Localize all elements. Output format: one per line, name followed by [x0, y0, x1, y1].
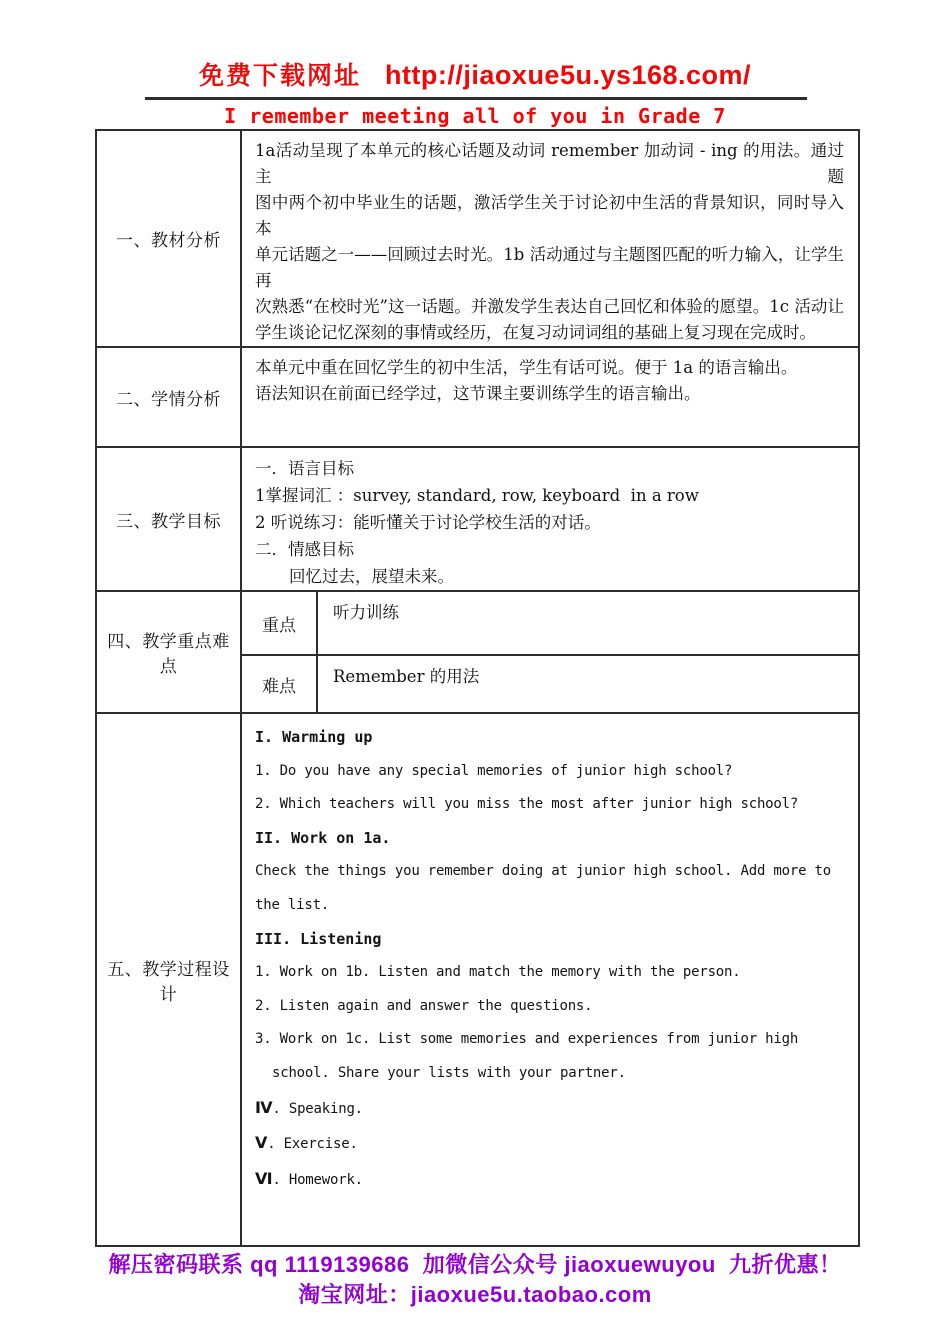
header-divider [145, 97, 807, 100]
text-line [255, 1091, 844, 1127]
material-analysis-content [241, 130, 859, 347]
label-learner-analysis: 二、学情分析 [96, 347, 241, 447]
teaching-goals-content [241, 447, 859, 591]
footer-banner [0, 1250, 950, 1310]
text-line: 图中两个初中毕业生的话题，激活学生关于讨论初中生活的背景知识，同时导入本 [255, 193, 844, 238]
section-heading: III. Listening [255, 929, 382, 948]
text-line: 学生谈论记忆深刻的事情或经历，在复习动词词组的基础上复习现在完成时。 [255, 323, 816, 342]
difficult-point-content: Remember 的用法 [317, 655, 859, 713]
key-point-content: 听力训练 [317, 591, 859, 655]
label-material-analysis: 一、教材分析 [96, 130, 241, 347]
row-learner-analysis [96, 347, 859, 447]
teaching-process-content [241, 713, 859, 1246]
footer-contact-info: 解压密码联系 qq 1119139686 加微信公众号 jiaoxuewuyou 九折优惠！ [108, 1252, 842, 1277]
text-line: 次熟悉“在校时光”这一话题。并激发学生表达自己回忆和体验的愿望。1c 活动让 [255, 297, 844, 316]
text-line: . Exercise. [267, 1136, 358, 1153]
text-line: . Speaking. [272, 1100, 363, 1117]
text-line: 2 听说练习：能听懂关于讨论学校生活的对话。 [255, 513, 601, 532]
label-key-point: 重点 [241, 591, 317, 655]
text-line: 1掌握词汇 ：survey, standard, row, keyboard in a row [255, 486, 699, 505]
text-line: 2. Listen again and answer the questions. [255, 997, 593, 1014]
label-teaching-process: 五、教学过程设计 [96, 713, 241, 1246]
text-line: 回忆过去，展望未来。 [289, 567, 454, 586]
download-label: 免费下载网址 [198, 62, 361, 90]
learner-analysis-content [241, 347, 859, 447]
text-line: the list. [255, 896, 330, 913]
text-line [255, 1162, 844, 1198]
row-material-analysis [96, 130, 859, 347]
section-heading: I. Warming up [255, 728, 373, 746]
download-banner [0, 0, 950, 92]
lesson-plan-table [95, 129, 860, 1247]
text-line: 1. Do you have any special memories of junior high school? [255, 762, 733, 779]
text-line: 1. Work on 1b. Listen and match the memory with the person. [255, 964, 741, 981]
text-line [255, 1126, 844, 1162]
row-key-point [96, 591, 859, 655]
section-heading: II. Work on 1a. [255, 828, 391, 847]
text-line: 3. Work on 1c. List some memories and experiences from junior high [255, 1031, 799, 1048]
row-teaching-goals [96, 447, 859, 591]
roman-numeral: Ⅵ [255, 1168, 273, 1188]
label-difficult-point: 难点 [241, 655, 317, 713]
text-line: 一．语言目标 [255, 459, 354, 478]
text-line: 2. Which teachers will you miss the most after junior high school? [255, 796, 799, 813]
text-line: school. Share your lists with your partner. [272, 1064, 626, 1081]
footer-taobao-link[interactable]: 淘宝网址：jiaoxue5u.taobao.com [298, 1282, 652, 1307]
roman-numeral: Ⅴ [255, 1133, 268, 1153]
download-url-link[interactable]: http://jiaoxue5u.ys168.com/ [384, 60, 752, 90]
lesson-title: I remember meeting all of you in Grade 7 [224, 104, 726, 128]
text-line: 1a活动呈现了本单元的核心话题及动词 remember 加动词 - ing 的用法。通过主题 [255, 141, 844, 186]
roman-numeral: Ⅳ [255, 1097, 273, 1117]
label-teaching-goals: 三、教学目标 [96, 447, 241, 591]
text-line: 语法知识在前面已经学过，这节课主要训练学生的语言输出。 [255, 384, 701, 403]
text-line: Check the things you remember doing at junior high school. Add more to [255, 863, 832, 880]
label-focus-difficulty: 四、教学重点难点 [96, 591, 241, 713]
text-line: . Homework. [272, 1171, 363, 1188]
text-line: 本单元中重在回忆学生的初中生活，学生有话可说。便于 1a 的语言输出。 [255, 358, 798, 377]
row-teaching-process [96, 713, 859, 1246]
text-line: 二．情感目标 [255, 540, 354, 559]
text-line: 单元话题之一——回顾过去时光。1b 活动通过与主题图匹配的听力输入，让学生再 [255, 245, 844, 290]
